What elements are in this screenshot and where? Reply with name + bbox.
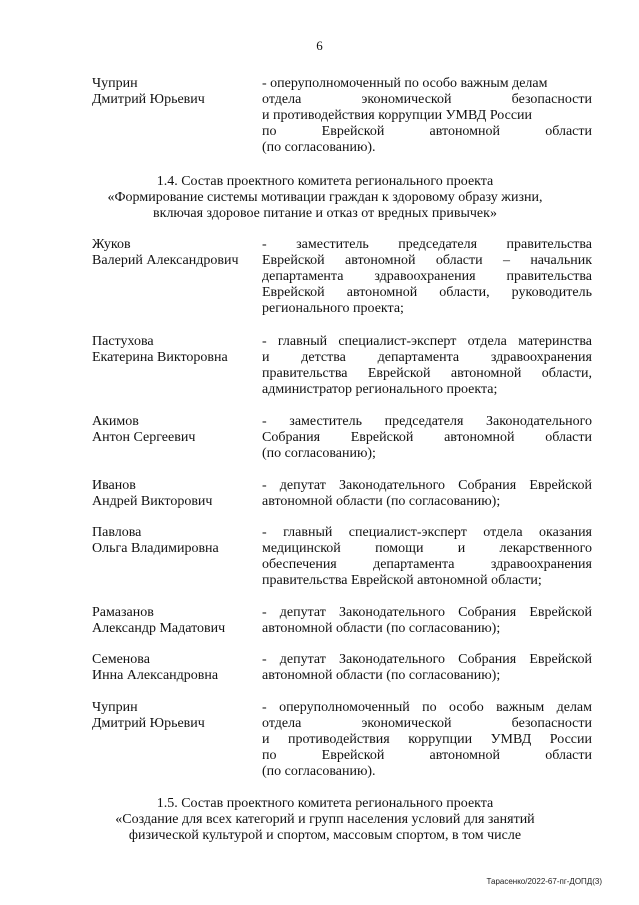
member-role: - оперуполномоченный по особо важным делам отдела экономической безопасности и противодействия коррупции УМВД России по Еврейской автономной области (по согласованию). [262,700,592,779]
member-name: Павлова Ольга Владимировна [92,525,219,556]
member-role: - депутат Законодательного Собрания Еврейской автономной области (по согласованию); [262,652,592,683]
member-name: Жуков Валерий Александрович [92,237,239,268]
member-role: - главный специалист-эксперт отдела материнства и детства департамента здравоохранения правительства Еврейской автономной области, администратор регионального проекта; [262,334,592,397]
member-name: Чуприн Дмитрий Юрьевич [92,700,205,731]
member-name: Чуприн Дмитрий Юрьевич [92,76,205,107]
member-name: Семенова Инна Александровна [92,652,219,683]
member-name: Акимов Антон Сергеевич [92,414,196,445]
section-heading-1-4: 1.4. Состав проектного комитета регионального проекта «Формирование системы мотивации граждан к здоровому образу жизни, включая здоровое питание и отказ от вредных привычек» [107,174,543,221]
member-role: - заместитель председателя Законодательного Собрания Еврейской автономной области (по согласованию); [262,414,592,461]
section-heading-1-5: 1.5. Состав проектного комитета регионального проекта «Создание для всех категорий и групп населения условий для занятий физической культурой и спортом, массовым спортом, в том числе [115,796,535,843]
member-role: - заместитель председателя правительства Еврейской автономной области – начальник департамента здравоохранения правительства Еврейской автономной области, руководитель регионального проекта; [262,237,592,316]
document-code-footer: Тарасенко/2022-67-пг-ДОПД(3) [486,877,602,886]
member-role: - главный специалист-эксперт отдела оказания медицинской помощи и лекарственного обеспечения департамента здравоохранения правительства Еврейской автономной области; [262,525,592,588]
member-name: Пастухова Екатерина Викторовна [92,334,228,365]
member-role: - оперуполномоченный по особо важным делам отдела экономической безопасности и противодействия коррупции УМВД России по Еврейской автономной области (по согласованию). [262,76,592,155]
member-role: - депутат Законодательного Собрания Еврейской автономной области (по согласованию); [262,605,592,636]
member-name: Иванов Андрей Викторович [92,478,213,509]
member-role: - депутат Законодательного Собрания Еврейской автономной области (по согласованию); [262,478,592,509]
page-number: 6 [316,38,323,53]
member-name: Рамазанов Александр Мадатович [92,605,226,636]
